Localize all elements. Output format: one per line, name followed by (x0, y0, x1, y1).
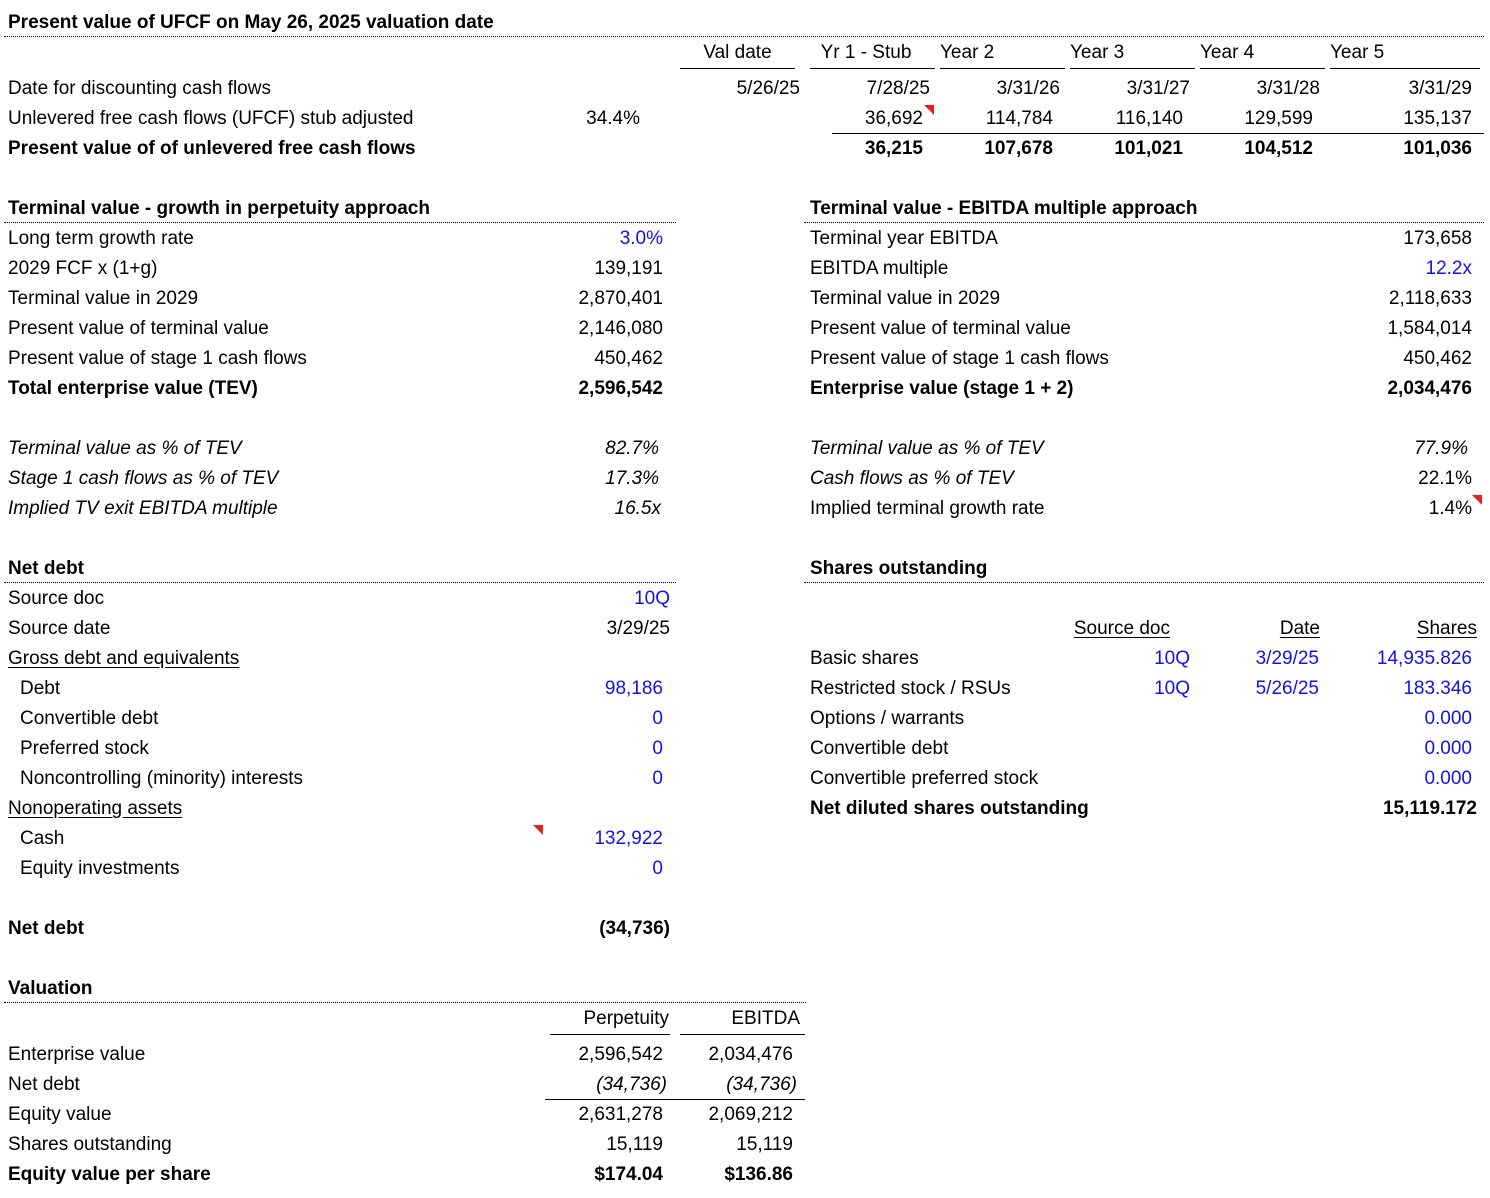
tvg-value: 3.0% (619, 228, 663, 249)
pv-title-divider (4, 36, 1484, 37)
nonop-item-value: 0 (652, 858, 663, 879)
net-debt-divider (4, 582, 676, 583)
cell-pv-ufcf: 101,036 (1403, 138, 1472, 159)
shares-row-value: 14,935.826 (1376, 648, 1472, 669)
valuation-per-share-cell: $136.86 (724, 1164, 793, 1185)
col-header-year4: Year 4 (1200, 42, 1255, 63)
valuation-per-share-cell: $174.04 (594, 1164, 663, 1185)
shares-divider (804, 582, 1484, 583)
gross-debt-item-value: 0 (652, 768, 663, 789)
nonop-assets-label: Nonoperating assets (8, 798, 183, 819)
tve-stat-label: Implied terminal growth rate (810, 498, 1045, 519)
tvg-value: 2,870,401 (578, 288, 663, 309)
row-label-dates: Date for discounting cash flows (8, 78, 271, 99)
shares-row-value: 183.346 (1403, 678, 1472, 699)
col-underline (1070, 68, 1195, 69)
col-underline (680, 68, 795, 69)
cell-pv-ufcf: 107,678 (984, 138, 1053, 159)
gross-debt-label: Gross debt and equivalents (8, 648, 240, 669)
tve-value: 1,584,014 (1387, 318, 1472, 339)
shares-header-source-doc: Source doc (1073, 618, 1170, 639)
col-underline (1330, 68, 1480, 69)
gross-debt-item-label: Debt (20, 678, 61, 699)
shares-row-label: Convertible preferred stock (810, 768, 1039, 789)
tvg-value: 2,146,080 (578, 318, 663, 339)
valuation-row-label: Shares outstanding (8, 1134, 172, 1155)
ufcf-sum-line (832, 133, 1484, 134)
net-debt-total-label: Net debt (8, 918, 84, 939)
tvg-stat-label: Stage 1 cash flows as % of TEV (8, 468, 279, 489)
pv-title: Present value of UFCF on May 26, 2025 valuation date (8, 12, 494, 33)
row-label-ufcf: Unlevered free cash flows (UFCF) stub adjusted (8, 108, 414, 129)
shares-row-date: 3/29/25 (1255, 648, 1319, 669)
valuation-cell: 2,069,212 (708, 1104, 793, 1125)
equity-sum-line (545, 1099, 805, 1100)
tvg-label: Present value of stage 1 cash flows (8, 348, 307, 369)
tvg-stat-value: 16.5x (614, 498, 661, 519)
tve-stat-value: 22.1% (1418, 468, 1472, 489)
tvg-total-value: 2,596,542 (578, 378, 663, 399)
valuation-cell: 2,034,476 (708, 1044, 793, 1065)
shares-row-label: Basic shares (810, 648, 919, 669)
tvg-label: 2029 FCF x (1+g) (8, 258, 158, 279)
col-underline (1200, 68, 1325, 69)
net-debt-title: Net debt (8, 558, 84, 579)
cell-pv-ufcf: 104,512 (1244, 138, 1313, 159)
tve-stat-label: Terminal value as % of TEV (810, 438, 1044, 459)
shares-header-shares: Shares (1416, 618, 1477, 639)
cell-date: 3/31/28 (1256, 78, 1320, 99)
tve-total-value: 2,034,476 (1387, 378, 1472, 399)
valuation-row-label: Net debt (8, 1074, 80, 1095)
cell-ufcf: 135,137 (1403, 108, 1472, 129)
cell-pv-ufcf: 101,021 (1114, 138, 1183, 159)
valuation-cell: 15,119 (606, 1134, 663, 1155)
source-date-label: Source date (8, 618, 111, 639)
tvg-stat-value: 17.3% (605, 468, 659, 489)
shares-row-label: Convertible debt (810, 738, 949, 759)
valuation-header-underline (550, 1034, 670, 1035)
tv-ebitda-title: Terminal value - EBITDA multiple approach (810, 198, 1198, 219)
nonop-item-label: Cash (20, 828, 65, 849)
tve-value: 2,118,633 (1388, 288, 1472, 309)
tvg-total-label: Total enterprise value (TEV) (8, 378, 258, 399)
tvg-label: Terminal value in 2029 (8, 288, 199, 309)
col-header-year5: Year 5 (1330, 42, 1385, 63)
tvg-stat-value: 82.7% (605, 438, 659, 459)
tve-label: Present value of stage 1 cash flows (810, 348, 1109, 369)
cell-date: 3/31/27 (1126, 78, 1190, 99)
valuation-row-label: Enterprise value (8, 1044, 146, 1065)
cell-date: 3/31/29 (1408, 78, 1472, 99)
cell-ufcf: 129,599 (1244, 108, 1313, 129)
tvg-label: Long term growth rate (8, 228, 194, 249)
cell-ufcf: 114,784 (985, 108, 1053, 129)
cell-stub-pct: 34.4% (586, 108, 640, 129)
shares-row-value: 0.000 (1424, 708, 1472, 729)
gross-debt-item-value: 98,186 (604, 678, 663, 699)
shares-total-value: 15,119.172 (1382, 798, 1477, 819)
tve-label: Present value of terminal value (810, 318, 1071, 339)
tv-growth-divider (4, 222, 676, 223)
col-header-year3: Year 3 (1070, 42, 1125, 63)
shares-row-date: 5/26/25 (1255, 678, 1319, 699)
tve-stat-value: 77.9% (1414, 438, 1468, 459)
gross-debt-item-value: 0 (652, 738, 663, 759)
cell-date: 5/26/25 (736, 78, 800, 99)
tv-ebitda-divider (804, 222, 1484, 223)
cell-date: 3/31/26 (996, 78, 1060, 99)
net-debt-total-value: (34,736) (599, 918, 670, 939)
valuation-header-perpetuity: Perpetuity (583, 1008, 669, 1029)
tve-stat-value: 1.4% (1428, 498, 1472, 519)
cell-ufcf: 116,140 (1115, 108, 1183, 129)
shares-total-label: Net diluted shares outstanding (810, 798, 1089, 819)
tve-total-label: Enterprise value (stage 1 + 2) (810, 378, 1074, 399)
tvg-value: 139,191 (594, 258, 663, 279)
tvg-label: Present value of terminal value (8, 318, 269, 339)
shares-row-value: 0.000 (1424, 768, 1472, 789)
valuation-row-label: Equity value (8, 1104, 112, 1125)
tve-stat-label: Cash flows as % of TEV (810, 468, 1014, 489)
gross-debt-item-value: 0 (652, 708, 663, 729)
tve-value: 12.2x (1425, 258, 1472, 279)
col-header-yr1-stub: Yr 1 - Stub (820, 42, 912, 63)
shares-row-doc: 10Q (1154, 678, 1190, 699)
gross-debt-item-label: Noncontrolling (minority) interests (20, 768, 303, 789)
nonop-item-value: 132,922 (594, 828, 663, 849)
valuation-per-share-label: Equity value per share (8, 1164, 211, 1185)
valuation-cell: (34,736) (596, 1074, 667, 1095)
tve-label: EBITDA multiple (810, 258, 949, 279)
source-doc-value: 10Q (634, 588, 670, 609)
source-doc-label: Source doc (8, 588, 105, 609)
tvg-value: 450,462 (594, 348, 663, 369)
tve-label: Terminal year EBITDA (810, 228, 998, 249)
col-header-val-date: Val date (703, 42, 772, 63)
valuation-divider (4, 1002, 806, 1003)
tve-value: 450,462 (1403, 348, 1472, 369)
col-underline (940, 68, 1065, 69)
cell-pv-ufcf: 36,215 (864, 138, 923, 159)
tvg-stat-label: Implied TV exit EBITDA multiple (8, 498, 278, 519)
col-underline (810, 68, 935, 69)
valuation-cell: 15,119 (736, 1134, 793, 1155)
valuation-header-ebitda: EBITDA (731, 1008, 800, 1029)
comment-flag-icon[interactable] (924, 105, 934, 115)
valuation-cell: 2,596,542 (578, 1044, 663, 1065)
valuation-cell: 2,631,278 (578, 1104, 663, 1125)
shares-header-date: Date (1279, 618, 1320, 639)
shares-title: Shares outstanding (810, 558, 988, 579)
tve-label: Terminal value in 2029 (810, 288, 1001, 309)
tve-value: 173,658 (1403, 228, 1472, 249)
gross-debt-item-label: Preferred stock (20, 738, 149, 759)
shares-row-value: 0.000 (1424, 738, 1472, 759)
shares-row-doc: 10Q (1154, 648, 1190, 669)
nonop-item-label: Equity investments (20, 858, 180, 879)
cell-ufcf: 36,692 (864, 108, 923, 129)
row-label-pv-ufcf: Present value of of unlevered free cash flows (8, 138, 416, 159)
tv-growth-title: Terminal value - growth in perpetuity approach (8, 198, 430, 219)
valuation-header-underline (680, 1034, 805, 1035)
valuation-title: Valuation (8, 978, 93, 999)
source-date-value: 3/29/25 (606, 618, 670, 639)
gross-debt-item-label: Convertible debt (20, 708, 159, 729)
shares-row-label: Restricted stock / RSUs (810, 678, 1011, 699)
comment-flag-icon[interactable] (1472, 495, 1482, 505)
col-header-year2: Year 2 (940, 42, 995, 63)
shares-row-label: Options / warrants (810, 708, 965, 729)
tvg-stat-label: Terminal value as % of TEV (8, 438, 242, 459)
valuation-cell: (34,736) (726, 1074, 797, 1095)
cell-date: 7/28/25 (866, 78, 930, 99)
